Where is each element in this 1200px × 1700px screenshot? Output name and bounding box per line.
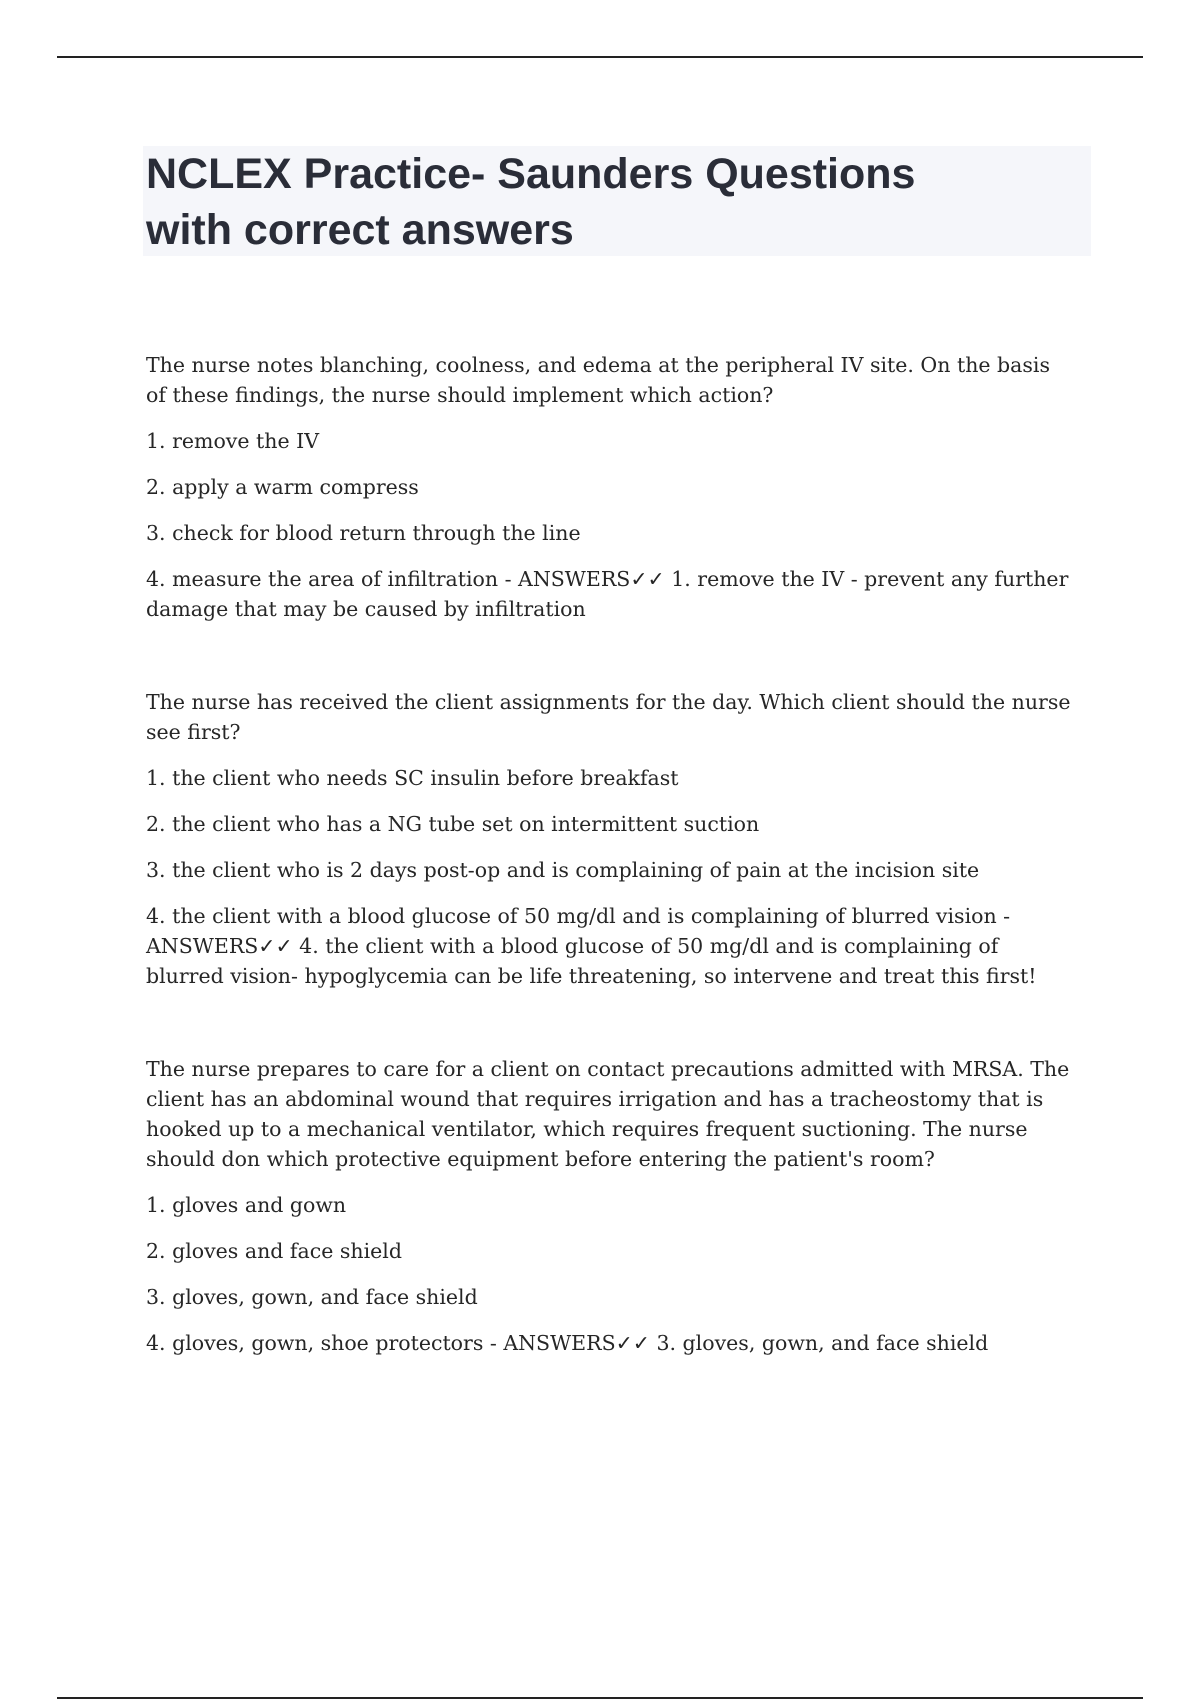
top-rule (57, 56, 1143, 58)
answer-option: 2. gloves and face shield (146, 1239, 402, 1263)
answer-option-text: 4. gloves, gown, shoe protectors - (146, 1331, 504, 1355)
answers-label: ANSWERS✓✓ (503, 1331, 650, 1355)
answer-option-with-key (146, 564, 1076, 624)
answer-option: 1. remove the IV (146, 429, 320, 453)
question-block-3 (146, 1054, 1076, 1358)
correct-answer: 1. remove the IV - prevent any further damage that may be caused by infiltration (146, 567, 1069, 621)
question-text: The nurse notes blanching, coolness, and edema at the peripheral IV site. On the basis of these findings, the nurse should implement which action? (146, 353, 1050, 407)
answers-label: ANSWERS✓✓ (146, 934, 293, 958)
answer-option-with-key (146, 901, 1076, 991)
answers-label: ANSWERS✓✓ (518, 567, 665, 591)
answer-option: 1. gloves and gown (146, 1193, 347, 1217)
title-banner (143, 146, 1091, 256)
document-body (146, 350, 1076, 1358)
bottom-rule (57, 1697, 1143, 1699)
answer-option: 2. apply a warm compress (146, 475, 419, 499)
correct-answer: 3. gloves, gown, and face shield (649, 1331, 989, 1355)
page-title-line-2: with correct answers (146, 206, 574, 254)
page-title-line-1: NCLEX Practice- Saunders Questions (146, 150, 916, 198)
answer-option: 3. the client who is 2 days post-op and is complaining of pain at the incision site (146, 858, 980, 882)
question-text: The nurse has received the client assignments for the day. Which client should the nurse see first? (146, 690, 1071, 744)
answer-option: 3. check for blood return through the line (146, 521, 581, 545)
answer-option: 1. the client who needs SC insulin before breakfast (146, 766, 679, 790)
answer-option: 3. gloves, gown, and face shield (146, 1285, 478, 1309)
question-block-2 (146, 687, 1076, 991)
question-text: The nurse prepares to care for a client on contact precautions admitted with MRSA. The client has an abdominal wound that requires irrigation and has a tracheostomy that is hooked up to a mechanical ventilator, which requires frequent suctioning. The nurse should don which protective equipment before entering the patient's room? (146, 1057, 1070, 1171)
answer-option: 2. the client who has a NG tube set on intermittent suction (146, 812, 760, 836)
correct-answer: 4. the client with a blood glucose of 50 mg/dl and is complaining of blurred vision- hypoglycemia can be life threatening, so intervene and treat this first! (146, 934, 1037, 988)
answer-option-text: 4. measure the area of infiltration - (146, 567, 519, 591)
answer-option-text: 4. the client with a blood glucose of 50 mg/dl and is complaining of blurred vision - (146, 904, 1011, 928)
answer-option-with-key (146, 1328, 1076, 1358)
question-block-1 (146, 350, 1076, 624)
